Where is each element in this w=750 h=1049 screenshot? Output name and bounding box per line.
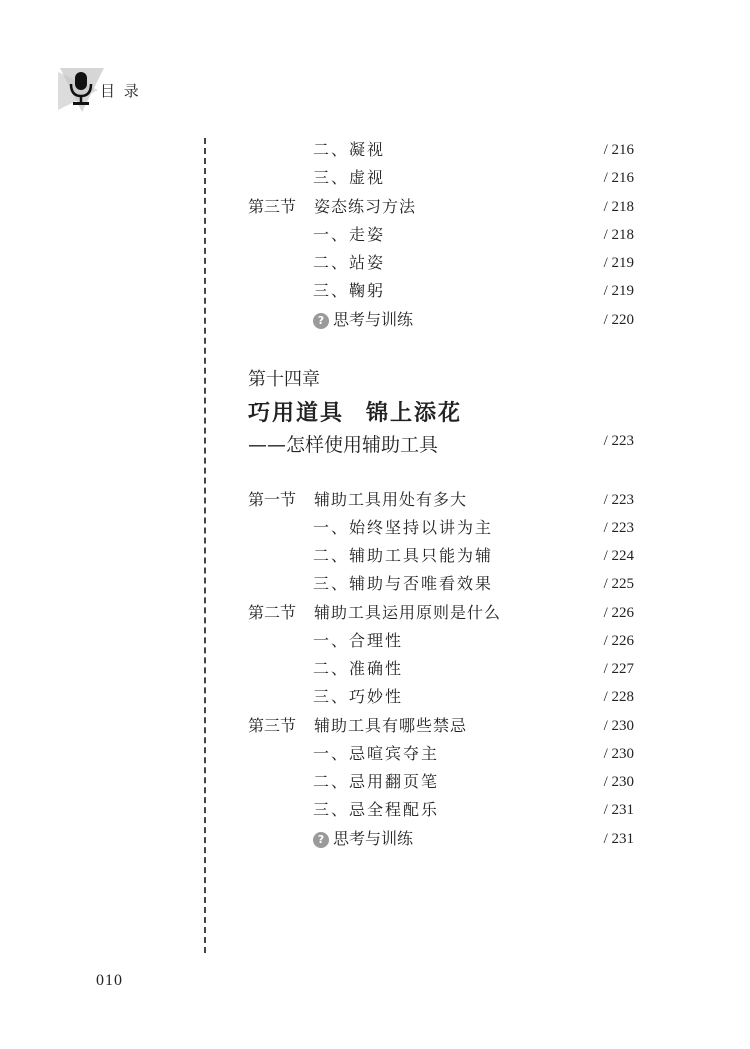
toc-section-entry[interactable] bbox=[0, 714, 750, 738]
toc-entry-page: / 220 bbox=[603, 312, 634, 328]
toc-entry-title: 一、始终坚持以讲为主 bbox=[313, 518, 494, 537]
toc-section-entry[interactable] bbox=[0, 488, 750, 512]
toc-entry-page: / 218 bbox=[603, 199, 634, 215]
toc-entry-page: / 227 bbox=[603, 661, 634, 677]
page-number: 010 bbox=[96, 972, 123, 989]
toc-entry-page: / 230 bbox=[603, 718, 634, 734]
toc-entry[interactable] bbox=[0, 798, 750, 822]
chapter-title[interactable]: 巧用道具 锦上添花 bbox=[248, 401, 463, 426]
toc-entry-title: 二、凝视 bbox=[313, 140, 386, 159]
toc-entry-page: / 223 bbox=[603, 520, 634, 536]
chapter-page: / 223 bbox=[603, 433, 634, 449]
toc-entry-page: / 226 bbox=[603, 633, 634, 649]
question-icon: ? bbox=[313, 832, 329, 848]
toc-entry[interactable] bbox=[0, 685, 750, 709]
toc-entry-page: / 224 bbox=[603, 548, 634, 564]
toc-entry-title: 三、巧妙性 bbox=[313, 687, 404, 706]
toc-entry[interactable] bbox=[0, 629, 750, 653]
section-number: 第一节 bbox=[248, 490, 297, 509]
toc-entry-page: / 226 bbox=[603, 605, 634, 621]
toc-entry-title: 辅助工具运用原则是什么 bbox=[314, 603, 502, 622]
toc-entry-page: / 225 bbox=[603, 576, 634, 592]
toc-entry-title: 一、走姿 bbox=[313, 225, 386, 244]
toc-section-entry[interactable] bbox=[0, 601, 750, 625]
toc-entry[interactable] bbox=[0, 572, 750, 596]
toc-entry[interactable] bbox=[0, 251, 750, 275]
toc-entry[interactable] bbox=[0, 657, 750, 681]
toc-entry-title: 三、鞠躬 bbox=[313, 281, 386, 300]
toc-entry-title: 一、忌喧宾夺主 bbox=[313, 744, 440, 763]
toc-section-entry[interactable] bbox=[0, 195, 750, 219]
toc-entry-title: 二、忌用翻页笔 bbox=[313, 772, 440, 791]
header-title: 目 录 bbox=[100, 82, 141, 100]
toc-entry-page: / 223 bbox=[603, 492, 634, 508]
toc-entry[interactable] bbox=[0, 742, 750, 766]
toc-entry-title: 二、辅助工具只能为辅 bbox=[313, 546, 494, 565]
question-icon: ? bbox=[313, 313, 329, 329]
toc-entry-title: 思考与训练 bbox=[333, 829, 414, 848]
toc-entry-page: / 231 bbox=[603, 802, 634, 818]
toc-entry-title: 辅助工具用处有多大 bbox=[314, 490, 468, 509]
toc-entry-title: 姿态练习方法 bbox=[314, 197, 417, 216]
toc-entry-page: / 219 bbox=[603, 255, 634, 271]
toc-entry[interactable] bbox=[0, 223, 750, 247]
toc-entry-title: 一、合理性 bbox=[313, 631, 404, 650]
toc-entry-page: / 219 bbox=[603, 283, 634, 299]
toc-entry[interactable] bbox=[0, 279, 750, 303]
section-number: 第二节 bbox=[248, 603, 297, 622]
section-number: 第三节 bbox=[248, 716, 297, 735]
toc-entry-page: / 230 bbox=[603, 774, 634, 790]
chapter-subtitle: ——怎样使用辅助工具 bbox=[248, 434, 439, 456]
toc-entry[interactable] bbox=[0, 166, 750, 190]
toc-entry-page: / 216 bbox=[603, 170, 634, 186]
toc-entry[interactable] bbox=[0, 516, 750, 540]
toc-entry-title: 三、辅助与否唯看效果 bbox=[313, 574, 494, 593]
toc-entry[interactable] bbox=[0, 770, 750, 794]
toc-entry-page: / 218 bbox=[603, 227, 634, 243]
toc-entry-title: 思考与训练 bbox=[333, 310, 414, 329]
toc-entry-page: / 228 bbox=[603, 689, 634, 705]
toc-entry-title: 二、站姿 bbox=[313, 253, 386, 272]
toc-entry-page: / 230 bbox=[603, 746, 634, 762]
toc-entry-title: 三、虚视 bbox=[313, 168, 386, 187]
toc-exercise-entry[interactable] bbox=[0, 827, 750, 851]
toc-entry-title: 三、忌全程配乐 bbox=[313, 800, 440, 819]
toc-entry-page: / 231 bbox=[603, 831, 634, 847]
toc-entry-page: / 216 bbox=[603, 142, 634, 158]
toc-entry[interactable] bbox=[0, 544, 750, 568]
toc-entry-title: 辅助工具有哪些禁忌 bbox=[314, 716, 468, 735]
section-number: 第三节 bbox=[248, 197, 297, 216]
toc-entry[interactable] bbox=[0, 138, 750, 162]
toc-exercise-entry[interactable] bbox=[0, 308, 750, 332]
chapter-label: 第十四章 bbox=[248, 369, 320, 390]
toc-entry-title: 二、准确性 bbox=[313, 659, 404, 678]
